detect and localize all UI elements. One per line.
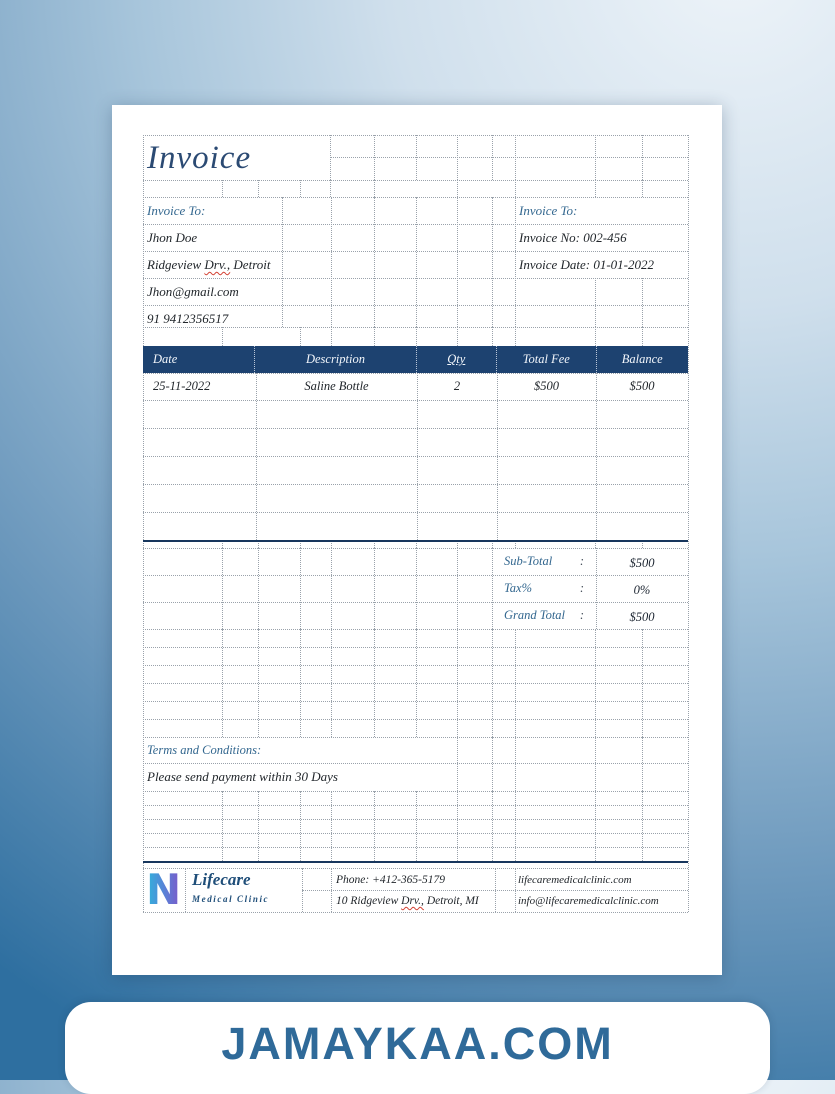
grid-line [457, 791, 458, 861]
footer-phone: Phone: +412-365-5179 [336, 874, 446, 886]
grid-line [143, 683, 688, 684]
item-qty: 2 [453, 379, 461, 393]
grid-line [595, 327, 596, 346]
grid-line [330, 157, 688, 158]
grid-line [143, 484, 688, 485]
grid-line [143, 701, 688, 702]
grid-line [374, 548, 375, 629]
grand-total-colon: : [579, 608, 584, 622]
footer-company-tagline: Medical Clinic [192, 894, 270, 904]
grid-line [143, 665, 688, 666]
grid-line [374, 180, 375, 197]
tax-row [492, 575, 596, 602]
grid-line [258, 548, 259, 629]
bill-to-address [147, 251, 271, 278]
grid-line [143, 791, 688, 792]
grid-line [143, 456, 688, 457]
invoice-meta-label: Invoice To: [519, 203, 578, 218]
grid-line [642, 327, 643, 346]
footer-email: info@lifecaremedicalclinic.com [518, 895, 659, 907]
column-header-description: Description [255, 346, 416, 373]
grid-line [374, 327, 375, 346]
grid-line [457, 548, 458, 629]
item-description: Saline Bottle [304, 379, 369, 393]
bill-to-label: Invoice To: [147, 203, 206, 218]
logo-letter: N [146, 868, 182, 910]
address-suffix: Detroit [230, 257, 271, 272]
grid-line [300, 548, 301, 629]
column-header-qty: Qty [417, 346, 498, 373]
subtotal-value: $500 [629, 556, 655, 570]
column-header-balance: Balance [621, 352, 663, 366]
grid-line [143, 512, 688, 513]
grid-line [492, 327, 493, 346]
grand-total-label: Grand Total [504, 608, 566, 622]
lifecare-logo-icon [144, 868, 186, 910]
subtotal-row [492, 548, 596, 575]
items-table-header [143, 346, 688, 373]
grid-line [457, 180, 458, 197]
footer-address [336, 891, 479, 911]
invoice-number: Invoice No: 002-456 [519, 230, 627, 245]
grid-line [143, 428, 688, 429]
grid-line [515, 197, 516, 327]
bill-to-name: Jhon Doe [147, 230, 198, 245]
grand-total-row [492, 602, 596, 629]
grand-total-value: $500 [629, 610, 655, 624]
tax-colon: : [579, 581, 584, 595]
grid-line [300, 180, 301, 197]
invoice-content [143, 105, 688, 975]
grid-line [595, 180, 596, 197]
grid-line [457, 197, 458, 327]
grid-line [374, 197, 375, 327]
grid-line [143, 647, 688, 648]
terms-note: Please send payment within 30 Days [147, 769, 338, 784]
grid-line [457, 327, 458, 346]
address-prefix: Ridgeview [147, 257, 205, 272]
grid-line [642, 737, 643, 791]
invoice-document-page [112, 105, 722, 975]
footer-address-spellcheck-word: Drv., [401, 895, 424, 907]
grid-line [515, 791, 516, 861]
invoice-date: Invoice Date: 01-01-2022 [519, 257, 655, 272]
grid-line [143, 833, 688, 834]
grid-line [143, 540, 688, 542]
grid-line [143, 912, 688, 913]
grid-line [595, 791, 596, 861]
tax-label: Tax% [504, 581, 533, 595]
grid-line [222, 548, 223, 629]
grid-line [143, 861, 688, 863]
grid-line [595, 737, 596, 791]
grid-line [331, 791, 332, 861]
footer-address-prefix: 10 Ridgeview [336, 895, 402, 907]
grid-line [416, 548, 417, 629]
footer-address-suffix: Detroit, MI [423, 895, 479, 907]
terms-heading: Terms and Conditions: [147, 743, 262, 757]
grid-line [143, 400, 688, 401]
grid-line [300, 327, 301, 346]
grid-line [642, 180, 643, 197]
grid-line [331, 548, 332, 629]
grid-line [143, 719, 688, 720]
grid-line [300, 791, 301, 861]
grid-line [143, 819, 688, 820]
grid-line [143, 629, 688, 630]
grid-line [143, 805, 688, 806]
grid-line [331, 327, 332, 346]
grid-line [222, 180, 223, 197]
grid-line [492, 197, 493, 327]
item-date: 25-11-2022 [153, 379, 211, 393]
grid-line [595, 278, 596, 327]
grid-line [258, 180, 259, 197]
grid-line [222, 791, 223, 861]
grid-line [330, 180, 331, 197]
grid-line [331, 197, 332, 327]
grid-line [515, 180, 516, 197]
column-header-total-fee: Total Fee [497, 346, 596, 373]
grid-line [416, 791, 417, 861]
grid-line [143, 847, 688, 848]
subtotal-label: Sub-Total [504, 554, 553, 568]
watermark-text: JAMAYKAA.COM [221, 1018, 614, 1069]
grid-line [416, 327, 417, 346]
footer-website: lifecaremedicalclinic.com [518, 874, 632, 886]
grid-line [642, 791, 643, 861]
footer-company-name: Lifecare [192, 870, 251, 889]
grid-line [515, 737, 516, 791]
page-title: Invoice [147, 140, 252, 176]
grid-line [143, 197, 688, 198]
grid-line [515, 327, 516, 346]
grid-line [642, 278, 643, 327]
grid-line [374, 791, 375, 861]
address-spellcheck-word: Drv., [204, 257, 231, 272]
grid-line [492, 737, 493, 791]
column-header-date: Date [143, 346, 255, 373]
grid-line [416, 197, 417, 327]
grid-line [282, 197, 283, 327]
item-total-fee: $500 [534, 379, 559, 393]
tax-value: 0% [633, 583, 651, 597]
bill-to-phone: 91 9412356517 [147, 311, 229, 326]
item-balance: $500 [629, 379, 655, 393]
grid-line [688, 135, 689, 912]
grid-line [457, 737, 458, 791]
subtotal-colon: : [579, 554, 584, 568]
table-row [143, 373, 688, 400]
grid-line [258, 791, 259, 861]
watermark-bar [65, 1002, 770, 1094]
bill-to-email: Jhon@gmail.com [147, 284, 239, 299]
grid-line [492, 791, 493, 861]
